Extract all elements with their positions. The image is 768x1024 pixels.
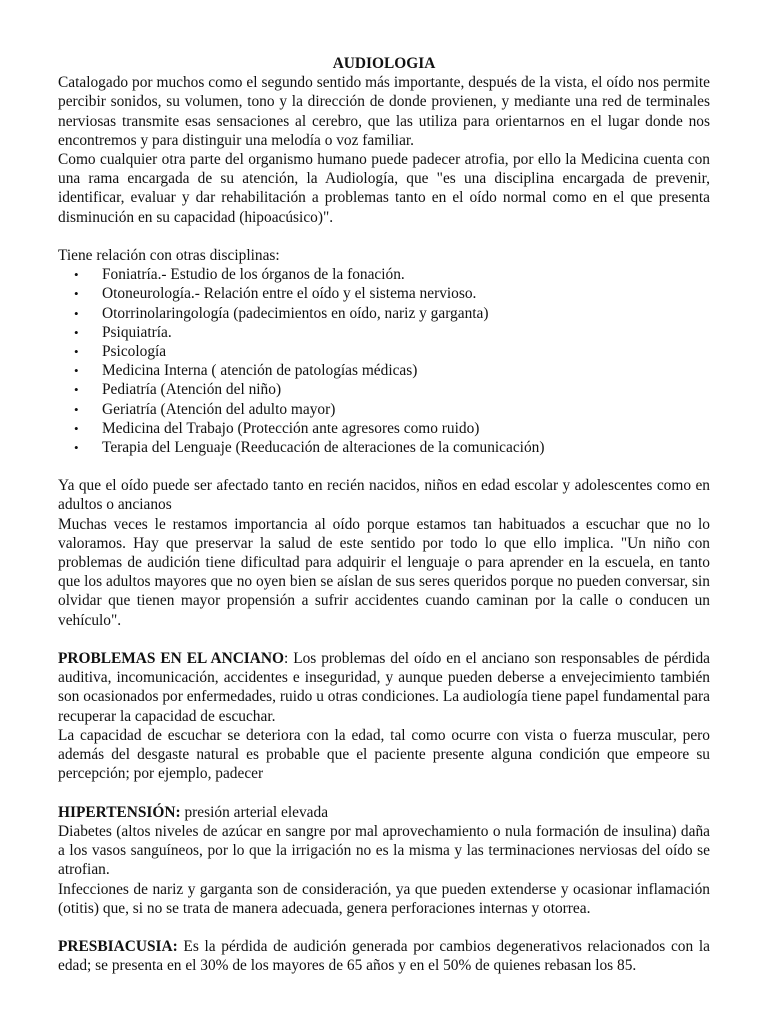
blank-line: [58, 227, 710, 246]
affected-paragraph: Ya que el oído puede ser afectado tanto en recién nacidos, niños en edad escolar y adolescentes como en adultos o ancianos: [58, 477, 710, 514]
bullet-icon: •: [74, 267, 79, 283]
diabetes-paragraph: Diabetes (altos niveles de azúcar en sangre por mal aprovechamiento o nula formación de insulina) daña a los vasos sanguíneos, por lo que la irrigación no es la misma y las terminaciones nerviosas del oído se atrofian.: [58, 822, 710, 879]
list-item: [58, 438, 710, 457]
elderly-paragraph: [58, 649, 710, 726]
presbiacusia-paragraph: [58, 937, 710, 975]
presbiacusia-heading: PRESBIACUSIA:: [58, 938, 178, 956]
bullet-icon: •: [74, 401, 79, 417]
definition-paragraph: Como cualquier otra parte del organismo humano puede padecer atrofia, por ello la Medicina cuenta con una rama encargada de su atención, la Audiología, que "es una disciplina encargada de prevenir, identificar, evaluar y dar rehabilitación a problemas tanto en el oído normal como en el que presenta disminución en su capacidad (hipoacúsico)".: [58, 151, 710, 226]
bullet-icon: •: [74, 305, 79, 321]
list-item: [58, 342, 710, 361]
list-item: [58, 323, 710, 342]
list-item-label: Psicología: [102, 342, 167, 360]
blank-line: [58, 784, 710, 803]
list-item-label: Otoneurología.- Relación entre el oído y el sistema nervioso.: [102, 285, 477, 303]
bullet-icon: •: [74, 324, 79, 340]
hypertension-heading: HIPERTENSIÓN:: [58, 803, 181, 821]
bullet-icon: •: [74, 382, 79, 398]
hypertension-text: presión arterial elevada: [180, 803, 329, 821]
list-item: [58, 419, 710, 438]
importance-paragraph: Muchas veces le restamos importancia al oído porque estamos tan habituados a escuchar que no lo valoramos. Hay que preservar la salud de este sentido por todo lo que ello implica. "Un niño con problemas de audición tiene dificultad para adquirir el lenguaje o para aprender en la escuela, en tanto que los adultos mayores que no oyen bien se aíslan de sus seres queridos porque no pueden conversar, sin olvidar que tienen mayor propensión a sufrir accidentes cuando caminan por la calle o conducen un vehículo".: [58, 515, 710, 629]
bullet-icon: •: [74, 420, 79, 436]
list-item: [58, 380, 710, 399]
document-body: [58, 54, 710, 976]
list-item-label: Pediatría (Atención del niño): [102, 381, 282, 399]
list-item-label: Geriatría (Atención del adulto mayor): [102, 400, 336, 418]
bullet-icon: •: [74, 343, 79, 359]
capacity-paragraph: La capacidad de escuchar se deteriora con la edad, tal como ocurre con vista o fuerza muscular, pero además del desgaste natural es probable que el paciente presente alguna condición que empeore su percepción; por ejemplo, padecer: [58, 726, 710, 783]
list-item-label: Psiquiatría.: [102, 323, 172, 341]
list-item: [58, 265, 710, 284]
intro-paragraph: Catalogado por muchos como el segundo sentido más importante, después de la vista, el oído nos permite percibir sonidos, su volumen, tono y la dirección de donde provienen, y mediante una red de terminales nerviosas transmite esas sensaciones al cerebro, que las utiliza para orientarnos en el lugar donde nos encontremos y para distinguir una melodía o voz familiar.: [58, 74, 710, 149]
list-item-label: Terapia del Lenguaje (Reeducación de alteraciones de la comunicación): [102, 438, 545, 456]
list-item: [58, 361, 710, 380]
list-item: [58, 400, 710, 419]
bullet-icon: •: [74, 439, 79, 455]
hypertension-paragraph: [58, 803, 710, 822]
list-item: [58, 304, 710, 323]
blank-line: [58, 918, 710, 937]
infections-paragraph: Infecciones de nariz y garganta son de consideración, ya que pueden extenderse y ocasionar inflamación (otitis) que, si no se trata de manera adecuada, genera perforaciones internas y otorrea.: [58, 880, 710, 917]
disciplines-list: [58, 265, 710, 457]
list-item: [58, 284, 710, 303]
list-item-label: Medicina del Trabajo (Protección ante agresores como ruido): [102, 419, 480, 437]
bullet-icon: •: [74, 363, 79, 379]
list-item-label: Medicina Interna ( atención de patologías médicas): [102, 362, 418, 380]
blank-line: [58, 630, 710, 649]
disciplines-intro: Tiene relación con otras disciplinas:: [58, 247, 280, 264]
list-item-label: Otorrinolaringología (padecimientos en oído, nariz y garganta): [102, 304, 489, 322]
elderly-text: : Los problemas del oído en el anciano son responsables de pérdida auditiva, incomunicación, accidentes e inseguridad, y aunque pueden deberse a envejecimiento también son ocasionados por enfermedades, ruido u otras condiciones. La audiología tiene papel fundamental para recuperar la capacidad de escuchar.: [58, 650, 710, 725]
blank-line: [58, 457, 710, 476]
bullet-icon: •: [74, 286, 79, 302]
list-item-label: Foniatría.- Estudio de los órganos de la fonación.: [102, 266, 405, 284]
document-title: AUDIOLOGIA: [332, 55, 436, 72]
elderly-heading: PROBLEMAS EN EL ANCIANO: [58, 650, 285, 668]
presbiacusia-text: Es la pérdida de audición generada por cambios degenerativos relacionados con la edad; se presenta en el 30% de los mayores de 65 años y en el 50% de quienes rebasan los 85.: [58, 938, 710, 975]
